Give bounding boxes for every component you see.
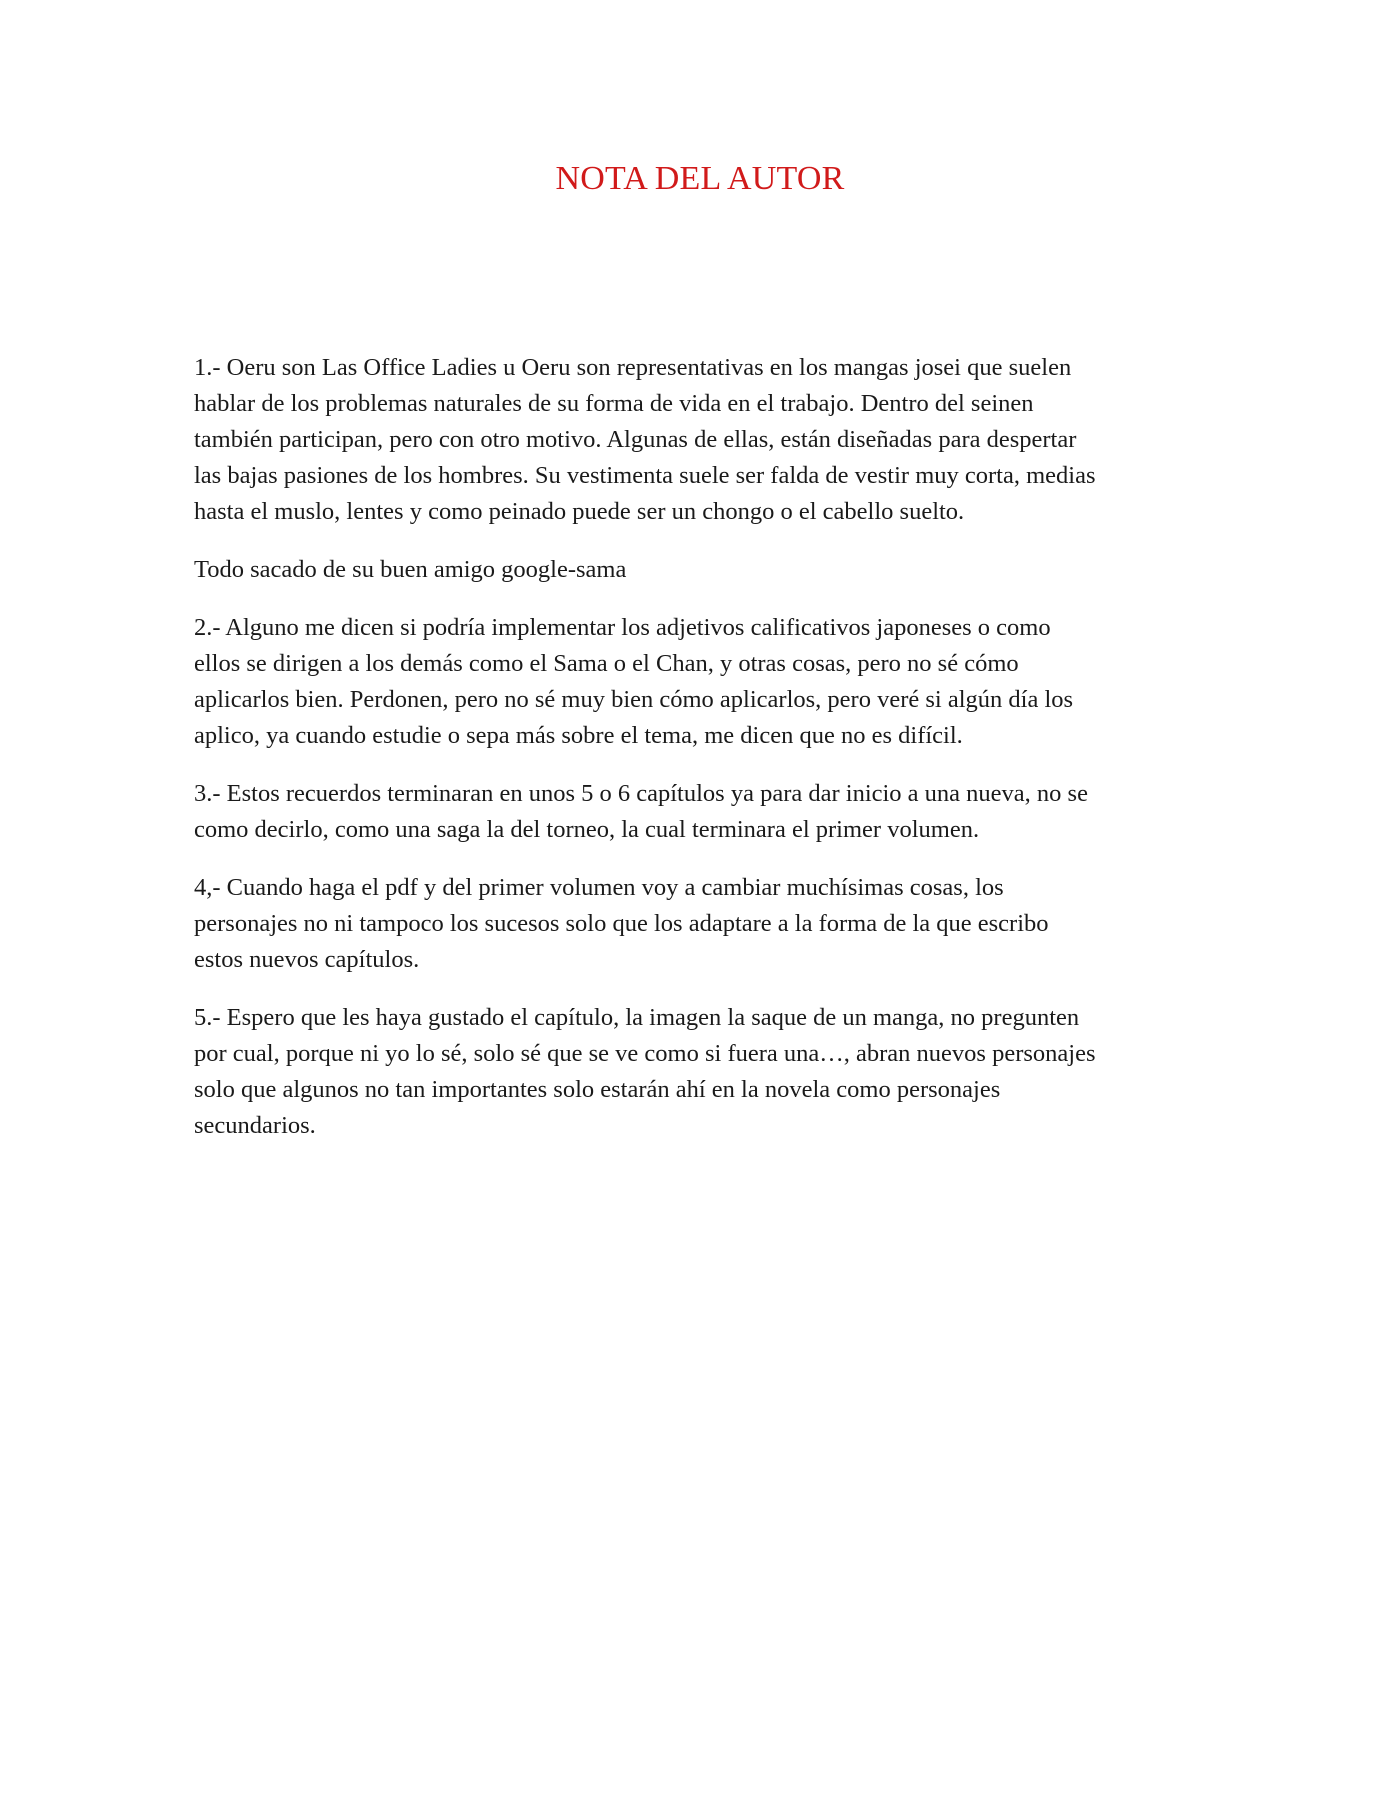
- page-title: NOTA DEL AUTOR: [555, 160, 845, 197]
- paragraph-note-1: 1.- Oeru son Las Office Ladies u Oeru son representativas en los mangas josei que suelen hablar de los problemas naturales de su forma de vida en el trabajo. Dentro del seinen también participan, pero con otro motivo. Algunas de ellas, están diseñadas para despertar las bajas pasiones de los hombres. Su vestimenta suele ser falda de vestir muy corta, medias hasta el muslo, lentes y como peinado puede ser un chongo o el cabello suelto.: [194, 354, 1096, 525]
- paragraph-note-4: 4,- Cuando haga el pdf y del primer volumen voy a cambiar muchísimas cosas, los personajes no ni tampoco los sucesos solo que los adaptare a la forma de la que escribo estos nuevos capítulos.: [194, 874, 1049, 973]
- paragraph-note-2: 2.- Alguno me dicen si podría implementar los adjetivos calificativos japoneses o como ellos se dirigen a los demás como el Sama o el Chan, y otras cosas, pero no sé cómo aplicarlos bien. Perdonen, pero no sé muy bien cómo aplicarlos, pero veré si algún día los aplico, ya cuando estudie o sepa más sobre el tema, me dicen que no es difícil.: [194, 614, 1074, 749]
- paragraph-source: Todo sacado de su buen amigo google-sama: [194, 556, 627, 583]
- paragraph-note-3: 3.- Estos recuerdos terminaran en unos 5 o 6 capítulos ya para dar inicio a una nueva, no se como decirlo, como una saga la del torneo, la cual terminara el primer volumen.: [194, 780, 1088, 843]
- document-body: [194, 350, 1214, 1166]
- paragraph-note-5: 5.- Espero que les haya gustado el capítulo, la imagen la saque de un manga, no pregunten por cual, porque ni yo lo sé, solo sé que se ve como si fuera una…, abran nuevos personajes solo que algunos no tan importantes solo estarán ahí en la novela como personajes secundarios.: [194, 1004, 1096, 1139]
